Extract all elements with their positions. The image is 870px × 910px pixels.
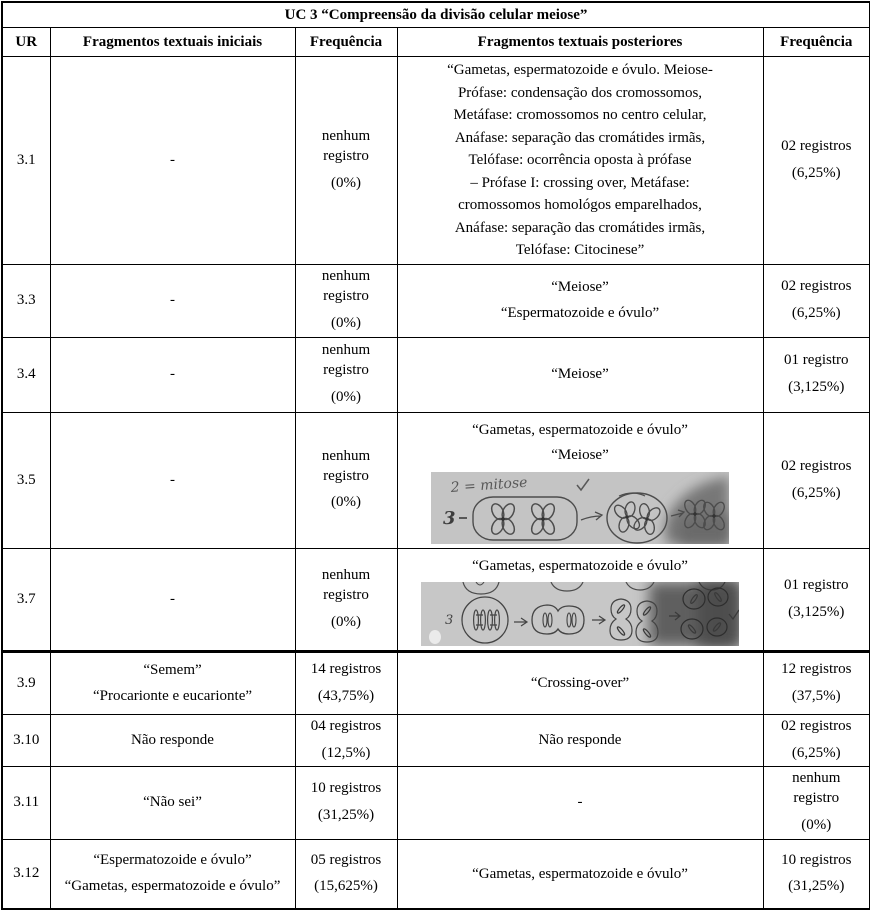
ur-cell: 3.3	[2, 264, 50, 337]
cell-text: (0%)	[331, 613, 361, 630]
posterior-frequency-cell	[763, 412, 870, 548]
svg-text:3: 3	[443, 507, 456, 529]
cell-text: cromossomos homológos emparelhados,	[458, 197, 702, 213]
table-row-3.5	[2, 412, 870, 548]
cell-text: -	[170, 366, 175, 383]
table-row-3.3	[2, 264, 870, 337]
posterior-frequency-cell	[763, 766, 870, 839]
posterior-fragments-cell	[397, 57, 763, 265]
initial-frequency-cell	[295, 264, 397, 337]
table-row-3.9	[2, 652, 870, 715]
cell-text: “Crossing-over”	[530, 675, 630, 692]
student-drawing-3-5	[403, 472, 758, 544]
cell-text: 04 registros	[310, 718, 382, 734]
cell-text: 05 registros	[310, 851, 382, 868]
column-header-0: UR	[2, 28, 50, 57]
column-header-3: Fragmentos textuais posteriores	[397, 28, 763, 57]
cell-text: (31,25%)	[317, 807, 375, 824]
initial-frequency-cell	[295, 57, 397, 265]
initial-frequency-cell	[295, 839, 397, 909]
posterior-fragments-cell	[397, 652, 763, 715]
posterior-fragments-cell	[397, 715, 763, 767]
cell-text: Anáfase: separação das cromátides irmãs,	[454, 219, 706, 236]
cell-text: (0%)	[331, 494, 361, 511]
cell-text: (0%)	[331, 174, 361, 191]
cell-text: (6,25%)	[791, 305, 841, 321]
initial-fragments-cell	[50, 548, 295, 652]
cell-text: “Gametas, espermatozoide e óvulo”	[472, 421, 688, 438]
initial-fragments-cell	[50, 839, 295, 909]
meiosis-sketch-photo	[431, 472, 729, 544]
column-header-1: Fragmentos textuais iniciais	[50, 28, 295, 57]
cell-text: -	[170, 292, 175, 309]
svg-text:2 = mitose: 2 = mitose	[450, 474, 528, 496]
posterior-frequency-cell	[763, 652, 870, 715]
cell-text: (43,75%)	[317, 688, 375, 704]
cell-division-sketch-photo	[421, 582, 739, 646]
cell-text: nenhum registro	[321, 268, 371, 305]
cell-text: 10 registros	[310, 780, 382, 797]
ur-cell: 3.5	[2, 412, 50, 548]
posterior-frequency-cell	[763, 548, 870, 652]
column-header-4: Frequência	[763, 28, 870, 57]
cell-text: “Espermatozoide e óvulo”	[93, 852, 252, 869]
cell-text: (0%)	[331, 314, 361, 331]
cell-text: “Procarionte e eucarionte”	[92, 687, 253, 704]
initial-frequency-cell	[295, 715, 397, 767]
table-row-3.1	[2, 57, 870, 265]
cell-text: “Gametas, espermatozoide e óvulo”	[472, 557, 688, 574]
cell-text: nenhum registro	[321, 342, 371, 379]
ur-cell: 3.10	[2, 715, 50, 767]
ur-cell: 3.4	[2, 337, 50, 412]
svg-text:3: 3	[445, 613, 454, 628]
cell-text: “Meiose”	[551, 279, 609, 295]
cell-text: 01 registro	[783, 352, 849, 369]
cell-text: (31,25%)	[788, 878, 845, 895]
posterior-frequency-cell	[763, 337, 870, 412]
cell-text: 14 registros	[310, 661, 382, 678]
initial-fragments-cell	[50, 766, 295, 839]
table-title: UC 3 “Compreensão da divisão celular meiose”	[2, 2, 870, 28]
cell-text: Metáfase: cromossomos no centro celular,	[453, 107, 707, 123]
ur-cell: 3.11	[2, 766, 50, 839]
student-drawing-3-7	[403, 582, 758, 646]
cell-text: “Meiose”	[551, 447, 609, 463]
initial-frequency-cell	[295, 766, 397, 839]
initial-fragments-cell	[50, 57, 295, 265]
cell-text: 02 registros	[781, 457, 852, 474]
ur-cell: 3.1	[2, 57, 50, 265]
ur-cell: 3.9	[2, 652, 50, 715]
cell-text: (3,125%)	[788, 379, 845, 395]
cell-text: Telófase: Citocinese”	[515, 242, 645, 258]
column-header-row	[2, 28, 870, 57]
cell-text: (6,25%)	[791, 744, 841, 761]
cell-text: 02 registros	[781, 718, 852, 734]
cell-text: “Gametas, espermatozoide e óvulo. Meiose-	[447, 62, 713, 78]
posterior-fragments-cell	[397, 337, 763, 412]
cell-text: (37,5%)	[791, 688, 841, 704]
cell-text: Prófase: condensação dos cromossomos,	[457, 84, 703, 101]
posterior-fragments-cell	[397, 264, 763, 337]
cell-text: (0%)	[801, 816, 832, 833]
ur-cell: 3.12	[2, 839, 50, 909]
posterior-fragments-cell	[397, 839, 763, 909]
cell-text: nenhum registro	[321, 447, 371, 484]
cell-text: “Gametas, espermatozoide e óvulo”	[64, 877, 281, 894]
table-row-3.11	[2, 766, 870, 839]
table-row-3.4	[2, 337, 870, 412]
table-title-row	[2, 2, 870, 28]
cell-text: 12 registros	[781, 661, 852, 678]
posterior-fragments-cell	[397, 412, 763, 548]
cell-text: -	[170, 152, 175, 168]
cell-text: 02 registros	[781, 278, 852, 295]
posterior-fragments-cell	[397, 766, 763, 839]
cell-text: -	[577, 794, 583, 811]
cell-text: (6,25%)	[791, 164, 841, 181]
cell-text: Anáfase: separação das cromátides irmãs,	[454, 129, 706, 146]
cell-text: Não responde	[538, 732, 622, 749]
column-header-2: Frequência	[295, 28, 397, 57]
cell-text: – Prófase I: crossing over, Metáfase:	[470, 174, 690, 191]
cell-text: nenhum registro	[321, 567, 371, 603]
cell-text: 02 registros	[781, 137, 852, 154]
cell-text: 01 registro	[783, 576, 849, 593]
posterior-frequency-cell	[763, 839, 870, 909]
initial-fragments-cell	[50, 652, 295, 715]
cell-text: (15,625%)	[314, 878, 378, 895]
cell-text: “Espermatozoide e óvulo”	[500, 304, 660, 321]
cell-text: “Semem”	[143, 662, 202, 678]
cell-text: (0%)	[331, 388, 361, 405]
initial-fragments-cell	[50, 264, 295, 337]
analysis-table	[1, 1, 870, 910]
ur-cell: 3.7	[2, 548, 50, 652]
cell-text: “Gametas, espermatozoide e óvulo”	[472, 865, 688, 882]
cell-text: “Não sei”	[143, 794, 202, 811]
initial-fragments-cell	[50, 412, 295, 548]
initial-frequency-cell	[295, 412, 397, 548]
initial-frequency-cell	[295, 337, 397, 412]
cell-text: -	[170, 591, 175, 607]
table-row-3.7	[2, 548, 870, 652]
cell-text: “Meiose”	[551, 366, 609, 383]
cell-text: (3,125%)	[788, 603, 845, 620]
posterior-frequency-cell	[763, 57, 870, 265]
posterior-frequency-cell	[763, 715, 870, 767]
cell-text: -	[170, 471, 175, 488]
cell-text: (12,5%)	[321, 744, 371, 761]
cell-text: nenhum registro	[792, 770, 841, 807]
cell-text: 10 registros	[781, 851, 852, 868]
cell-text: Não responde	[131, 732, 214, 749]
initial-fragments-cell	[50, 715, 295, 767]
posterior-fragments-cell	[397, 548, 763, 652]
initial-frequency-cell	[295, 548, 397, 652]
cell-text: Telófase: ocorrência oposta à prófase	[468, 152, 692, 168]
quoted-passage	[403, 59, 758, 262]
cell-text: nenhum registro	[321, 128, 371, 164]
initial-frequency-cell	[295, 652, 397, 715]
cell-text: (6,25%)	[791, 484, 841, 501]
table-row-3.10	[2, 715, 870, 767]
posterior-frequency-cell	[763, 264, 870, 337]
initial-fragments-cell	[50, 337, 295, 412]
table-row-3.12	[2, 839, 870, 909]
table-body	[2, 57, 870, 910]
